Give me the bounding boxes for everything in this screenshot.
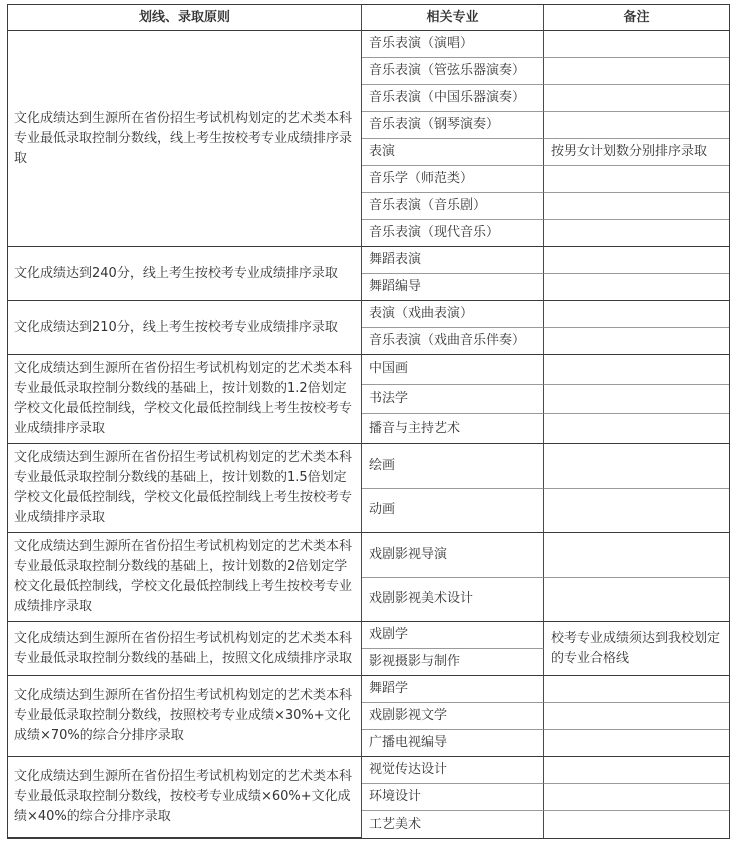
table-row — [8, 533, 729, 578]
table-row — [8, 301, 729, 328]
table-body — [8, 31, 729, 838]
principle-cell: 文化成绩达到240分，线上考生按校考专业成绩排序录取 — [8, 247, 362, 301]
major-cell: 环境设计 — [362, 784, 544, 811]
remark-cell — [544, 193, 729, 220]
table-row — [8, 757, 729, 784]
principle-cell: 文化成绩达到生源所在省份招生考试机构划定的艺术类本科专业最低录取控制分数线，线上考生按校考专业成绩排序录取 — [8, 31, 362, 247]
major-cell: 工艺美术 — [362, 811, 544, 838]
remark-cell — [544, 247, 729, 274]
major-cell: 戏剧影视导演 — [362, 533, 544, 578]
table-row — [8, 355, 729, 385]
major-cell: 中国画 — [362, 355, 544, 385]
major-cell: 表演（戏曲表演） — [362, 301, 544, 328]
principle-cell: 文化成绩达到生源所在省份招生考试机构划定的艺术类本科专业最低录取控制分数线，按照校考专业成绩×30%+文化成绩×70%的综合分排序录取 — [8, 676, 362, 757]
principle-cell: 文化成绩达到210分，线上考生按校考专业成绩排序录取 — [8, 301, 362, 355]
major-cell: 影视摄影与制作 — [362, 649, 544, 676]
principle-cell: 文化成绩达到生源所在省份招生考试机构划定的艺术类本科专业最低录取控制分数线的基础上，按计划数的1.2倍划定学校文化最低控制线，学校文化最低控制线上考生按校考专业成绩排序录取 — [8, 355, 362, 444]
remark-cell — [544, 385, 729, 415]
remark-cell — [544, 703, 729, 730]
remark-cell — [544, 489, 729, 534]
table-row — [8, 444, 729, 489]
remark-cell — [544, 58, 729, 85]
header-cell-principle: 划线、录取原则 — [8, 5, 362, 31]
remark-cell — [544, 328, 729, 355]
principle-cell: 文化成绩达到生源所在省份招生考试机构划定的艺术类本科专业最低录取控制分数线的基础上，按照文化成绩排序录取 — [8, 622, 362, 676]
remark-cell — [544, 220, 729, 247]
remark-cell — [544, 274, 729, 301]
table-row — [8, 622, 729, 649]
major-cell: 广播电视编导 — [362, 730, 544, 757]
admission-table — [7, 4, 730, 839]
major-cell: 音乐表演（管弦乐器演奏） — [362, 58, 544, 85]
header-cell-remark: 备注 — [544, 5, 729, 31]
major-cell: 书法学 — [362, 385, 544, 415]
remark-cell — [544, 730, 729, 757]
remark-cell-merged: 校考专业成绩须达到我校划定的专业合格线 — [544, 622, 729, 676]
major-cell: 表演 — [362, 139, 544, 166]
principle-cell: 文化成绩达到生源所在省份招生考试机构划定的艺术类本科专业最低录取控制分数线，按校考专业成绩×60%+文化成绩×40%的综合分排序录取 — [8, 757, 362, 838]
table-header-row — [8, 5, 729, 31]
remark-cell — [544, 355, 729, 385]
remark-cell — [544, 784, 729, 811]
major-cell: 播音与主持艺术 — [362, 414, 544, 444]
major-cell: 视觉传达设计 — [362, 757, 544, 784]
remark-cell — [544, 578, 729, 623]
remark-cell: 按男女计划数分别排序录取 — [544, 139, 729, 166]
major-cell: 音乐表演（钢琴演奏） — [362, 112, 544, 139]
principle-cell: 文化成绩达到生源所在省份招生考试机构划定的艺术类本科专业最低录取控制分数线的基础上，按计划数的2倍划定学校文化最低控制线，学校文化最低控制线上考生按校考专业成绩排序录取 — [8, 533, 362, 622]
major-cell: 动画 — [362, 489, 544, 534]
remark-cell — [544, 112, 729, 139]
major-cell: 音乐表演（演唱） — [362, 31, 544, 58]
remark-cell — [544, 757, 729, 784]
major-cell: 舞蹈表演 — [362, 247, 544, 274]
major-cell: 音乐表演（戏曲音乐伴奏） — [362, 328, 544, 355]
remark-cell — [544, 166, 729, 193]
principle-cell: 文化成绩达到生源所在省份招生考试机构划定的艺术类本科专业最低录取控制分数线的基础上，按计划数的1.5倍划定学校文化最低控制线，学校文化最低控制线上考生按校考专业成绩排序录取 — [8, 444, 362, 533]
major-cell: 音乐表演（中国乐器演奏） — [362, 85, 544, 112]
major-cell: 戏剧影视美术设计 — [362, 578, 544, 623]
header-cell-major: 相关专业 — [362, 5, 544, 31]
remark-cell — [544, 676, 729, 703]
remark-cell — [544, 444, 729, 489]
major-cell: 舞蹈学 — [362, 676, 544, 703]
remark-cell — [544, 414, 729, 444]
major-cell: 音乐表演（现代音乐） — [362, 220, 544, 247]
remark-cell — [544, 31, 729, 58]
major-cell: 舞蹈编导 — [362, 274, 544, 301]
major-cell: 音乐学（师范类） — [362, 166, 544, 193]
remark-cell — [544, 533, 729, 578]
major-cell: 戏剧影视文学 — [362, 703, 544, 730]
table-row — [8, 247, 729, 274]
remark-cell — [544, 301, 729, 328]
table-row — [8, 676, 729, 703]
major-cell: 音乐表演（音乐剧） — [362, 193, 544, 220]
remark-cell — [544, 85, 729, 112]
major-cell: 戏剧学 — [362, 622, 544, 649]
table-row — [8, 31, 729, 58]
remark-cell — [544, 811, 729, 838]
major-cell: 绘画 — [362, 444, 544, 489]
